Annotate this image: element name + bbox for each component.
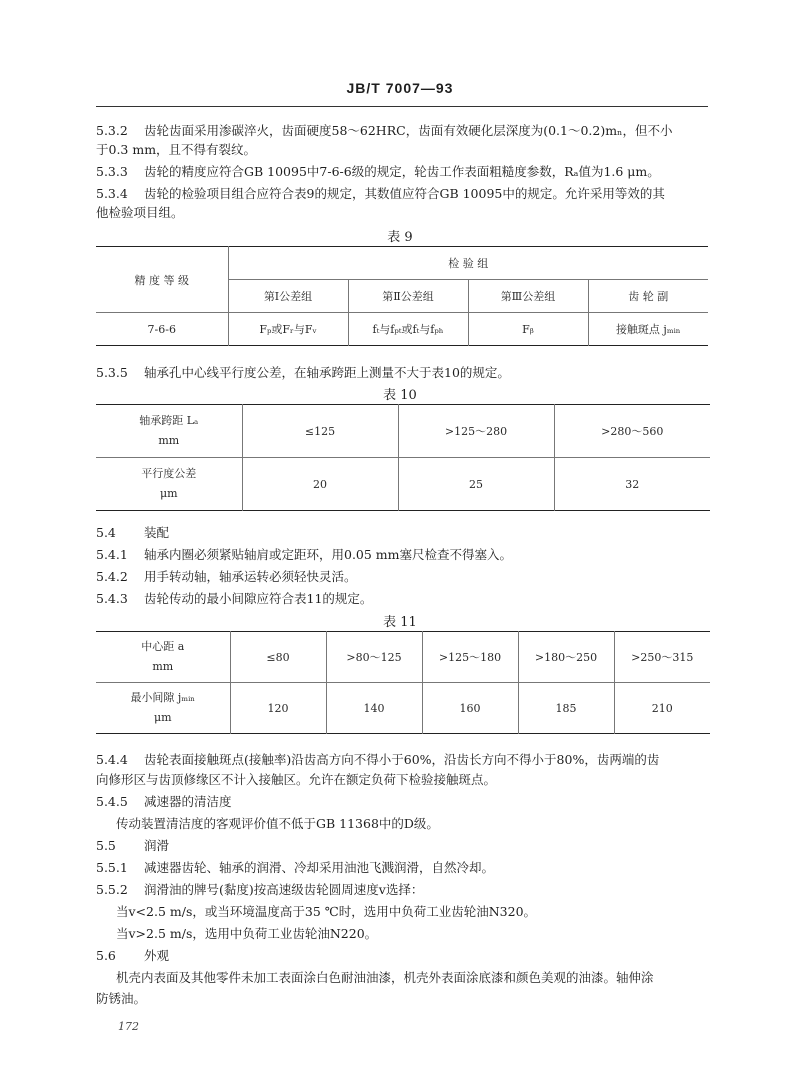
table-row <box>96 458 710 511</box>
clause-text: 于0.3 mm，且不得有裂纹。 <box>96 142 257 157</box>
table-cell: ≤80 <box>230 632 326 683</box>
table-cell: >125～180 <box>422 632 518 683</box>
paragraph-line <box>96 947 721 965</box>
subheader-cell: 第Ⅰ公差组 <box>228 280 348 313</box>
subheader-cell: 第Ⅲ公差组 <box>468 280 588 313</box>
table-cell: 185 <box>518 683 614 734</box>
table-cell: 120 <box>230 683 326 734</box>
clause-number: 5.4 <box>96 525 116 540</box>
clause-text: 减速器齿轮、轴承的润滑、冷却采用油池飞溅润滑，自然冷却。 <box>144 860 495 875</box>
clause-text: 润滑油的牌号(黏度)按高速级齿轮圆周速度v选择： <box>144 882 424 897</box>
clause-text: 齿轮的检验项目组合应符合表9的规定，其数值应符合GB 10095中的规定。允许采用等效的其 <box>144 186 665 201</box>
table-header-row <box>96 247 708 280</box>
table-cell: >180～250 <box>518 632 614 683</box>
row-unit: mm <box>158 434 180 447</box>
paragraph-line <box>96 837 721 855</box>
clause-number: 5.6 <box>96 948 116 963</box>
paragraph-line <box>96 163 721 181</box>
clause-text: 外观 <box>144 948 170 963</box>
clause-text: 当v<2.5 m/s，或当环境温度高于35 ℃时，选用中负荷工业齿轮油N320。 <box>116 904 537 919</box>
clause-number: 5.4.2 <box>96 569 128 584</box>
table-row <box>96 683 710 734</box>
clause-text: 轴承孔中心线平行度公差，在轴承跨距上测量不大于表10的规定。 <box>144 365 510 380</box>
paragraph-line <box>96 141 721 159</box>
table-9 <box>96 246 708 346</box>
header-rule <box>96 106 708 107</box>
clause-number: 5.4.3 <box>96 591 128 606</box>
row-label: 最小间隙 jₘᵢₙ <box>130 691 196 704</box>
paragraph-line <box>96 590 721 608</box>
table-row <box>96 632 710 683</box>
paragraph-line <box>116 903 741 921</box>
paragraph-line <box>96 204 721 222</box>
clause-number: 5.4.5 <box>96 794 128 809</box>
paragraph-line <box>96 881 721 899</box>
clause-text: 他检验项目组。 <box>96 205 184 220</box>
table-11 <box>96 631 710 734</box>
clause-number: 5.3.4 <box>96 186 128 201</box>
clause-text: 齿轮传动的最小间隙应符合表11的规定。 <box>144 591 373 606</box>
header-precision-grade: 精 度 等 级 <box>96 247 228 313</box>
row-label-cell <box>96 458 242 511</box>
clause-text: 当v>2.5 m/s，选用中负荷工业齿轮油N220。 <box>116 926 378 941</box>
table-row <box>96 405 710 458</box>
table-cell: >125～280 <box>398 405 554 458</box>
clause-number: 5.5.1 <box>96 860 128 875</box>
table-cell: Fₚ或Fᵣ与Fᵥ <box>228 313 348 346</box>
clause-text: 用手转动轴，轴承运转必须轻快灵活。 <box>144 569 357 584</box>
table-cell: Fᵦ <box>468 313 588 346</box>
clause-number: 5.5 <box>96 838 116 853</box>
clause-text: 机壳内表面及其他零件未加工表面涂白色耐油油漆，机壳外表面涂底漆和颜色美观的油漆。轴伸涂 <box>116 970 654 985</box>
table-cell: >250～315 <box>614 632 710 683</box>
table-cell: 32 <box>554 458 710 511</box>
paragraph-line <box>96 793 721 811</box>
row-label: 平行度公差 <box>141 467 197 480</box>
paragraph-line <box>96 185 721 203</box>
table-cell: 210 <box>614 683 710 734</box>
paragraph-line <box>96 546 721 564</box>
paragraph-line <box>116 925 741 943</box>
table11-caption: 表 11 <box>383 615 417 630</box>
header-inspection-group: 检 验 组 <box>228 247 708 280</box>
paragraph-line <box>96 751 721 769</box>
paragraph-line <box>96 524 721 542</box>
row-unit: μm <box>159 487 178 500</box>
clause-number: 5.4.4 <box>96 752 128 767</box>
paragraph-line <box>96 859 721 877</box>
clause-number: 5.4.1 <box>96 547 128 562</box>
clause-text: 齿轮的精度应符合GB 10095中7-6-6级的规定，轮齿工作表面粗糙度参数，Rₐ值为1.6 μm。 <box>144 164 660 179</box>
subheader-cell: 第Ⅱ公差组 <box>348 280 468 313</box>
clause-text: 齿轮齿面采用渗碳淬火，齿面硬度58～62HRC，齿面有效硬化层深度为(0.1～0.2)mₙ，但不小 <box>144 123 673 138</box>
paragraph-line <box>96 771 721 789</box>
row-unit: μm <box>153 711 172 724</box>
clause-text: 装配 <box>144 525 170 540</box>
clause-number: 5.5.2 <box>96 882 128 897</box>
table-cell: fₜ与fₚₜ或fₜ与fₚₕ <box>348 313 468 346</box>
standard-header: JB/T 7007—93 <box>346 80 454 96</box>
row-label-cell <box>96 632 230 683</box>
clause-text: 轴承内圈必须紧贴轴肩或定距环，用0.05 mm塞尺检查不得塞入。 <box>144 547 513 562</box>
clause-text: 润滑 <box>144 838 170 853</box>
table9-caption: 表 9 <box>387 230 413 245</box>
clause-number: 5.3.3 <box>96 164 128 179</box>
paragraph-line <box>116 969 741 987</box>
paragraph-line <box>96 568 721 586</box>
table-cell: 7-6-6 <box>96 313 228 346</box>
row-unit: mm <box>152 660 174 673</box>
table-cell: 25 <box>398 458 554 511</box>
paragraph-line <box>96 364 721 382</box>
clause-number: 5.3.2 <box>96 123 128 138</box>
clause-text: 减速器的清洁度 <box>144 794 232 809</box>
row-label-cell <box>96 405 242 458</box>
table-cell: >280～560 <box>554 405 710 458</box>
table-cell: ≤125 <box>242 405 398 458</box>
table10-caption: 表 10 <box>383 388 417 403</box>
paragraph-line <box>116 815 741 833</box>
paragraph-line <box>96 122 721 140</box>
paragraph-line <box>96 990 721 1008</box>
table-cell: >80～125 <box>326 632 422 683</box>
clause-text: 防锈油。 <box>96 991 147 1006</box>
table-cell: 20 <box>242 458 398 511</box>
row-label: 轴承跨距 Lₐ <box>139 414 199 427</box>
clause-text: 传动装置清洁度的客观评价值不低于GB 11368中的D级。 <box>116 816 439 831</box>
subheader-cell: 齿 轮 副 <box>588 280 708 313</box>
table-10 <box>96 404 710 511</box>
table-cell: 140 <box>326 683 422 734</box>
page-number: 172 <box>118 1020 139 1033</box>
table-row <box>96 313 708 346</box>
row-label-cell <box>96 683 230 734</box>
clause-text: 齿轮表面接触斑点(接触率)沿齿高方向不得小于60%，沿齿长方向不得小于80%，齿两端的齿 <box>144 752 660 767</box>
table-cell: 接触斑点 jₘᵢₙ <box>588 313 708 346</box>
table-cell: 160 <box>422 683 518 734</box>
row-label: 中心距 a <box>141 640 185 653</box>
clause-text: 向修形区与齿顶修缘区不计入接触区。允许在额定负荷下检验接触斑点。 <box>96 772 497 787</box>
clause-number: 5.3.5 <box>96 365 128 380</box>
